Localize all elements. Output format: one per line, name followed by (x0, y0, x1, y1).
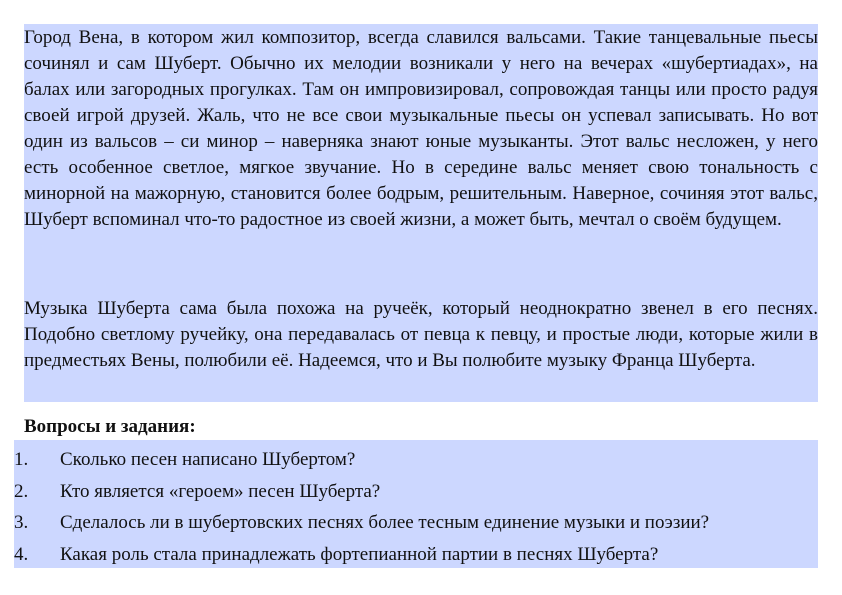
question-item (14, 447, 818, 479)
question-number: 1. (14, 449, 29, 470)
paragraph-stream: Музыка Шуберта сама была похожа на ручеёк, который неоднократно звенел в его песнях. Подобно светлому ручейку, она передавалась от певца к певцу, и простые люди, которые жили в предместьях Вены, полюбили её. Надеемся, что и Вы полюбите музыку Франца Шуберта. (24, 298, 818, 371)
paragraph-waltz: Город Вена, в котором жил композитор, всегда славился вальсами. Такие танцевальные пьесы сочинял и сам Шуберт. Обычно их мелодии возникали у него на вечерах «шубертиадах», на балах или загородных прогулках. Там он импровизировал, сопровождая танцы или просто радуя своей игрой друзей. Жаль, что не все свои музыкальные пьесы он успевал записывать. Но вот один из вальсов – си минор – наверняка знают юные музыканты. Этот вальс несложен, у него есть особенное светлое, мягкое звучание. Но в середине вальс меняет свою тональность с минорной на мажорную, становится более бодрым, решительным. Наверное, сочиняя этот вальс, Шуберт вспоминал что-то радостное из своей жизни, а может быть, мечтал о своём будущем. (24, 27, 818, 230)
question-text: Кто является «героем» песен Шуберта? (60, 480, 381, 502)
question-number: 2. (14, 480, 29, 502)
questions-heading: Вопросы и задания: (24, 416, 196, 437)
question-text: Какая роль стала принадлежать фортепианной партии в песнях Шуберта? (60, 543, 659, 565)
question-text: Сколько песен написано Шубертом? (60, 449, 356, 470)
question-item (14, 542, 818, 574)
question-text: Сделалось ли в шубертовских песнях более тесным единение музыки и поэзии? (60, 512, 710, 533)
questions-list (14, 447, 818, 573)
question-item (14, 510, 818, 542)
question-item (14, 479, 818, 511)
question-number: 3. (14, 512, 29, 533)
question-number: 4. (14, 543, 29, 565)
